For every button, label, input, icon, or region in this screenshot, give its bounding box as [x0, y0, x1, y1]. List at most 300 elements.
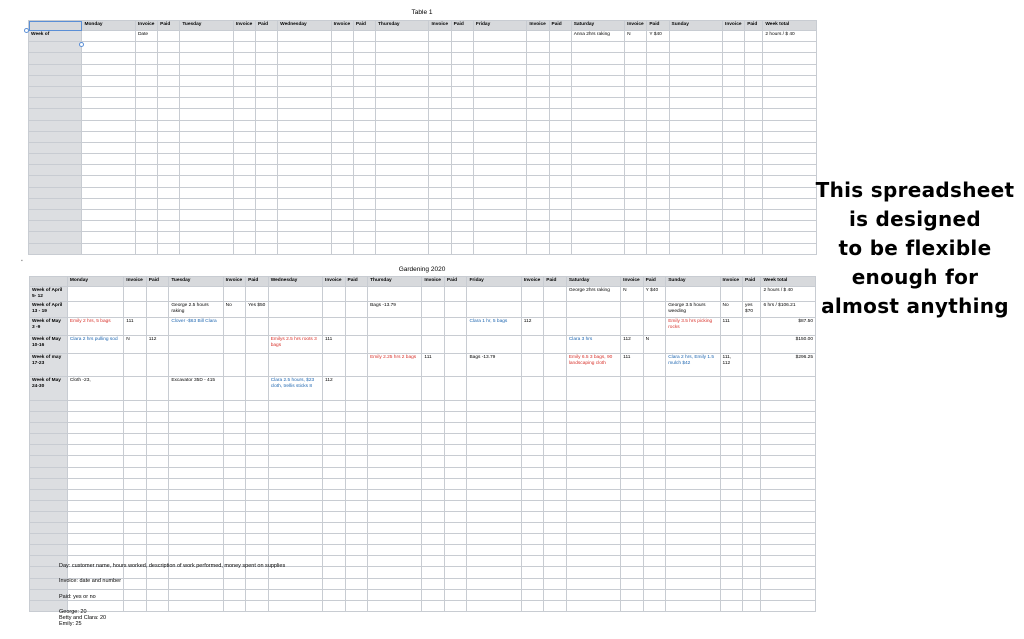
cell[interactable] [124, 523, 147, 534]
cell[interactable] [444, 567, 467, 578]
cell[interactable] [621, 556, 644, 567]
cell[interactable] [376, 154, 429, 165]
cell[interactable] [422, 377, 445, 401]
cell[interactable] [467, 401, 521, 412]
row-header-cell[interactable] [29, 165, 82, 176]
cell[interactable] [643, 318, 666, 336]
cell[interactable] [278, 187, 331, 198]
cell[interactable] [745, 98, 763, 109]
cell[interactable] [323, 401, 346, 412]
cell[interactable] [625, 154, 647, 165]
cell[interactable] [571, 243, 624, 254]
cell[interactable] [223, 354, 246, 377]
cell[interactable] [647, 109, 669, 120]
cell[interactable] [467, 600, 521, 611]
cell[interactable] [643, 456, 666, 467]
cell[interactable] [146, 534, 169, 545]
cell[interactable] [444, 336, 467, 354]
cell[interactable] [233, 75, 255, 86]
cell[interactable] [233, 210, 255, 221]
cell[interactable] [368, 412, 422, 423]
cell[interactable] [345, 456, 368, 467]
cell[interactable] [571, 232, 624, 243]
cell[interactable] [666, 567, 720, 578]
cell[interactable] [566, 589, 620, 600]
cell[interactable] [180, 154, 233, 165]
cell[interactable] [451, 210, 473, 221]
cell[interactable] [331, 31, 353, 42]
cell[interactable] [743, 412, 761, 423]
cell[interactable] [255, 31, 277, 42]
cell[interactable] [353, 176, 375, 187]
cell[interactable] [331, 187, 353, 198]
cell[interactable] [521, 523, 544, 534]
cell[interactable] [345, 302, 368, 318]
cell[interactable]: Emily 2 hrs, 5 bags [67, 318, 123, 336]
cell[interactable] [158, 142, 180, 153]
cell[interactable] [647, 86, 669, 97]
cell[interactable] [368, 500, 422, 511]
cell[interactable] [544, 354, 567, 377]
cell[interactable] [571, 86, 624, 97]
cell[interactable] [429, 98, 451, 109]
cell[interactable] [720, 567, 743, 578]
cell[interactable] [625, 198, 647, 209]
cell[interactable] [521, 467, 544, 478]
cell[interactable] [422, 287, 445, 302]
cell[interactable] [353, 131, 375, 142]
cell[interactable] [761, 489, 816, 500]
cell[interactable] [743, 556, 761, 567]
column-header[interactable]: Invoice [422, 277, 445, 287]
cell[interactable] [422, 467, 445, 478]
cell[interactable] [473, 53, 526, 64]
cell[interactable] [345, 578, 368, 589]
cell[interactable] [743, 600, 761, 611]
cell[interactable] [723, 210, 745, 221]
cell[interactable] [82, 198, 135, 209]
cell[interactable] [124, 478, 147, 489]
cell[interactable] [368, 318, 422, 336]
cell[interactable] [331, 98, 353, 109]
cell[interactable] [527, 75, 549, 86]
cell[interactable] [135, 210, 157, 221]
cell[interactable] [743, 589, 761, 600]
column-header[interactable]: Thursday [376, 21, 429, 31]
cell[interactable] [621, 523, 644, 534]
cell[interactable] [549, 131, 571, 142]
cell[interactable] [268, 412, 322, 423]
cell[interactable] [124, 287, 147, 302]
cell[interactable] [169, 511, 223, 522]
column-header[interactable]: Paid [444, 277, 467, 287]
cell[interactable] [521, 478, 544, 489]
cell[interactable] [223, 478, 246, 489]
cell[interactable] [544, 556, 567, 567]
cell[interactable] [180, 131, 233, 142]
cell[interactable] [368, 600, 422, 611]
cell[interactable] [720, 589, 743, 600]
cell[interactable] [544, 302, 567, 318]
cell[interactable] [527, 210, 549, 221]
cell[interactable] [745, 53, 763, 64]
cell[interactable] [647, 176, 669, 187]
cell[interactable] [566, 545, 620, 556]
cell[interactable] [549, 42, 571, 53]
cell[interactable] [124, 434, 147, 445]
cell[interactable] [571, 109, 624, 120]
cell[interactable] [720, 556, 743, 567]
cell[interactable] [621, 456, 644, 467]
cell[interactable] [353, 109, 375, 120]
cell[interactable] [444, 600, 467, 611]
cell[interactable] [720, 423, 743, 434]
cell[interactable] [353, 98, 375, 109]
cell[interactable] [621, 567, 644, 578]
cell[interactable] [169, 489, 223, 500]
cell[interactable] [368, 489, 422, 500]
cell[interactable]: 111 [323, 336, 346, 354]
cell[interactable]: yes $70 [743, 302, 761, 318]
cell[interactable] [549, 31, 571, 42]
cell[interactable] [169, 354, 223, 377]
cell[interactable] [180, 42, 233, 53]
cell[interactable] [743, 287, 761, 302]
cell[interactable] [451, 42, 473, 53]
cell[interactable] [743, 434, 761, 445]
cell[interactable] [720, 412, 743, 423]
cell[interactable] [571, 64, 624, 75]
cell[interactable] [246, 287, 269, 302]
cell[interactable] [467, 511, 521, 522]
column-header[interactable]: Invoice [124, 277, 147, 287]
cell[interactable] [345, 445, 368, 456]
cell[interactable] [444, 578, 467, 589]
cell[interactable] [67, 467, 123, 478]
cell[interactable] [246, 478, 269, 489]
cell[interactable] [376, 75, 429, 86]
cell[interactable] [124, 412, 147, 423]
cell[interactable] [571, 198, 624, 209]
cell[interactable] [763, 198, 817, 209]
cell[interactable] [278, 53, 331, 64]
cell[interactable] [353, 154, 375, 165]
cell[interactable] [467, 523, 521, 534]
cell[interactable] [467, 423, 521, 434]
cell[interactable] [451, 221, 473, 232]
cell[interactable] [180, 98, 233, 109]
cell[interactable] [566, 489, 620, 500]
cell[interactable] [743, 567, 761, 578]
cell[interactable] [255, 198, 277, 209]
cell[interactable] [761, 423, 816, 434]
cell[interactable] [278, 221, 331, 232]
cell[interactable] [745, 86, 763, 97]
row-header-cell[interactable] [29, 131, 82, 142]
cell[interactable] [761, 511, 816, 522]
cell[interactable] [467, 412, 521, 423]
cell[interactable] [124, 534, 147, 545]
cell[interactable] [368, 401, 422, 412]
cell[interactable] [451, 198, 473, 209]
cell[interactable] [345, 556, 368, 567]
cell[interactable] [345, 511, 368, 522]
cell[interactable] [353, 221, 375, 232]
cell[interactable] [233, 109, 255, 120]
row-header-cell[interactable]: Week of April 13 - 19 [30, 302, 68, 318]
cell[interactable] [571, 176, 624, 187]
cell[interactable] [278, 210, 331, 221]
cell[interactable] [625, 120, 647, 131]
column-header[interactable]: Paid [146, 277, 169, 287]
cell[interactable] [429, 187, 451, 198]
cell[interactable] [268, 318, 322, 336]
cell[interactable] [451, 176, 473, 187]
cell[interactable] [169, 412, 223, 423]
cell[interactable] [376, 221, 429, 232]
column-header[interactable] [30, 277, 68, 287]
cell[interactable] [723, 31, 745, 42]
cell[interactable] [473, 243, 526, 254]
cell[interactable] [429, 221, 451, 232]
column-header[interactable]: Invoice [527, 21, 549, 31]
cell[interactable] [268, 534, 322, 545]
cell[interactable] [246, 354, 269, 377]
cell[interactable] [669, 154, 722, 165]
cell[interactable] [233, 120, 255, 131]
cell[interactable] [669, 142, 722, 153]
cell[interactable] [566, 467, 620, 478]
cell[interactable] [473, 86, 526, 97]
cell[interactable] [255, 75, 277, 86]
cell[interactable] [67, 534, 123, 545]
cell[interactable] [669, 210, 722, 221]
cell[interactable] [451, 187, 473, 198]
cell[interactable] [180, 53, 233, 64]
cell[interactable] [323, 478, 346, 489]
cell[interactable] [720, 336, 743, 354]
cell[interactable] [135, 75, 157, 86]
row-header-cell[interactable] [30, 456, 68, 467]
cell[interactable] [643, 500, 666, 511]
cell[interactable] [763, 64, 817, 75]
cell[interactable] [422, 478, 445, 489]
cell[interactable] [647, 120, 669, 131]
cell[interactable] [67, 434, 123, 445]
cell[interactable] [647, 221, 669, 232]
cell[interactable] [571, 75, 624, 86]
cell[interactable] [233, 154, 255, 165]
cell[interactable] [353, 120, 375, 131]
cell[interactable] [146, 434, 169, 445]
cell[interactable] [621, 467, 644, 478]
cell[interactable] [368, 589, 422, 600]
cell[interactable] [135, 176, 157, 187]
cell[interactable] [527, 98, 549, 109]
cell[interactable] [625, 86, 647, 97]
cell[interactable] [180, 210, 233, 221]
cell[interactable] [743, 545, 761, 556]
cell[interactable] [473, 98, 526, 109]
cell[interactable] [549, 232, 571, 243]
cell[interactable] [527, 42, 549, 53]
cell[interactable] [255, 53, 277, 64]
cell[interactable] [527, 109, 549, 120]
cell[interactable] [643, 423, 666, 434]
cell[interactable] [223, 489, 246, 500]
cell[interactable] [720, 467, 743, 478]
cell[interactable] [429, 131, 451, 142]
cell[interactable] [376, 64, 429, 75]
cell[interactable] [82, 142, 135, 153]
cell[interactable] [723, 154, 745, 165]
cell[interactable] [521, 578, 544, 589]
cell[interactable] [223, 401, 246, 412]
cell[interactable]: 112 [621, 336, 644, 354]
cell[interactable] [376, 176, 429, 187]
cell[interactable] [67, 456, 123, 467]
cell[interactable] [643, 578, 666, 589]
column-header[interactable] [29, 21, 82, 31]
cell[interactable] [376, 198, 429, 209]
cell[interactable] [571, 42, 624, 53]
cell[interactable] [444, 456, 467, 467]
cell[interactable] [566, 423, 620, 434]
cell[interactable] [368, 545, 422, 556]
cell[interactable] [278, 165, 331, 176]
cell[interactable] [223, 545, 246, 556]
cell[interactable] [67, 287, 123, 302]
cell[interactable] [763, 53, 817, 64]
cell[interactable]: Clara 3 hrs [566, 336, 620, 354]
row-header-cell[interactable] [29, 142, 82, 153]
cell[interactable] [82, 75, 135, 86]
cell[interactable] [67, 401, 123, 412]
cell[interactable] [376, 86, 429, 97]
cell[interactable] [451, 243, 473, 254]
cell[interactable] [345, 500, 368, 511]
cell[interactable] [549, 53, 571, 64]
cell[interactable] [743, 445, 761, 456]
cell[interactable] [761, 478, 816, 489]
cell[interactable] [745, 154, 763, 165]
cell[interactable] [146, 423, 169, 434]
cell[interactable] [345, 354, 368, 377]
cell[interactable] [124, 401, 147, 412]
cell[interactable] [647, 53, 669, 64]
cell[interactable] [353, 42, 375, 53]
cell[interactable] [323, 456, 346, 467]
cell[interactable] [268, 467, 322, 478]
cell[interactable] [467, 589, 521, 600]
cell[interactable] [549, 109, 571, 120]
row-header-cell[interactable] [30, 467, 68, 478]
cell[interactable] [544, 478, 567, 489]
cell[interactable] [146, 467, 169, 478]
cell[interactable] [323, 511, 346, 522]
cell[interactable] [82, 221, 135, 232]
cell[interactable] [544, 545, 567, 556]
cell[interactable] [720, 534, 743, 545]
cell[interactable] [422, 556, 445, 567]
cell[interactable] [467, 302, 521, 318]
cell[interactable] [422, 434, 445, 445]
cell[interactable] [376, 120, 429, 131]
cell[interactable] [549, 198, 571, 209]
cell[interactable] [158, 42, 180, 53]
cell[interactable] [429, 176, 451, 187]
cell[interactable] [233, 187, 255, 198]
cell[interactable] [158, 75, 180, 86]
cell[interactable] [180, 165, 233, 176]
cell[interactable]: Emily 6.5 3 bags, 90 landscaping cloth [566, 354, 620, 377]
cell[interactable] [146, 545, 169, 556]
cell[interactable] [82, 243, 135, 254]
column-header[interactable]: Week total [763, 21, 817, 31]
cell[interactable] [422, 578, 445, 589]
cell[interactable] [643, 354, 666, 377]
cell[interactable] [666, 478, 720, 489]
cell[interactable] [571, 142, 624, 153]
cell[interactable] [268, 287, 322, 302]
cell[interactable]: 111 [422, 354, 445, 377]
cell[interactable] [527, 53, 549, 64]
cell[interactable] [331, 221, 353, 232]
cell[interactable] [444, 445, 467, 456]
cell[interactable] [422, 318, 445, 336]
cell[interactable]: N [643, 336, 666, 354]
cell[interactable] [625, 98, 647, 109]
cell[interactable] [278, 98, 331, 109]
column-header[interactable]: Invoice [429, 21, 451, 31]
cell[interactable] [233, 198, 255, 209]
cell[interactable] [743, 489, 761, 500]
cell[interactable] [763, 86, 817, 97]
cell[interactable] [422, 423, 445, 434]
cell[interactable] [331, 210, 353, 221]
cell[interactable] [521, 354, 544, 377]
cell[interactable] [444, 545, 467, 556]
cell[interactable] [233, 64, 255, 75]
cell[interactable] [345, 534, 368, 545]
cell[interactable] [67, 545, 123, 556]
cell[interactable] [429, 53, 451, 64]
cell[interactable] [331, 75, 353, 86]
cell[interactable] [124, 445, 147, 456]
cell[interactable] [268, 434, 322, 445]
cell[interactable] [544, 401, 567, 412]
cell[interactable] [745, 109, 763, 120]
cell[interactable] [331, 176, 353, 187]
column-header[interactable]: Invoice [625, 21, 647, 31]
cell[interactable] [180, 120, 233, 131]
cell[interactable] [549, 165, 571, 176]
cell[interactable] [169, 423, 223, 434]
cell[interactable] [621, 377, 644, 401]
cell[interactable] [255, 210, 277, 221]
cell[interactable] [422, 401, 445, 412]
cell[interactable] [723, 42, 745, 53]
cell[interactable] [429, 86, 451, 97]
cell[interactable] [323, 489, 346, 500]
cell[interactable] [669, 109, 722, 120]
cell[interactable] [621, 545, 644, 556]
cell[interactable] [743, 578, 761, 589]
cell[interactable] [625, 109, 647, 120]
row-header-cell[interactable] [29, 109, 82, 120]
cell[interactable] [444, 412, 467, 423]
cell[interactable] [621, 318, 644, 336]
